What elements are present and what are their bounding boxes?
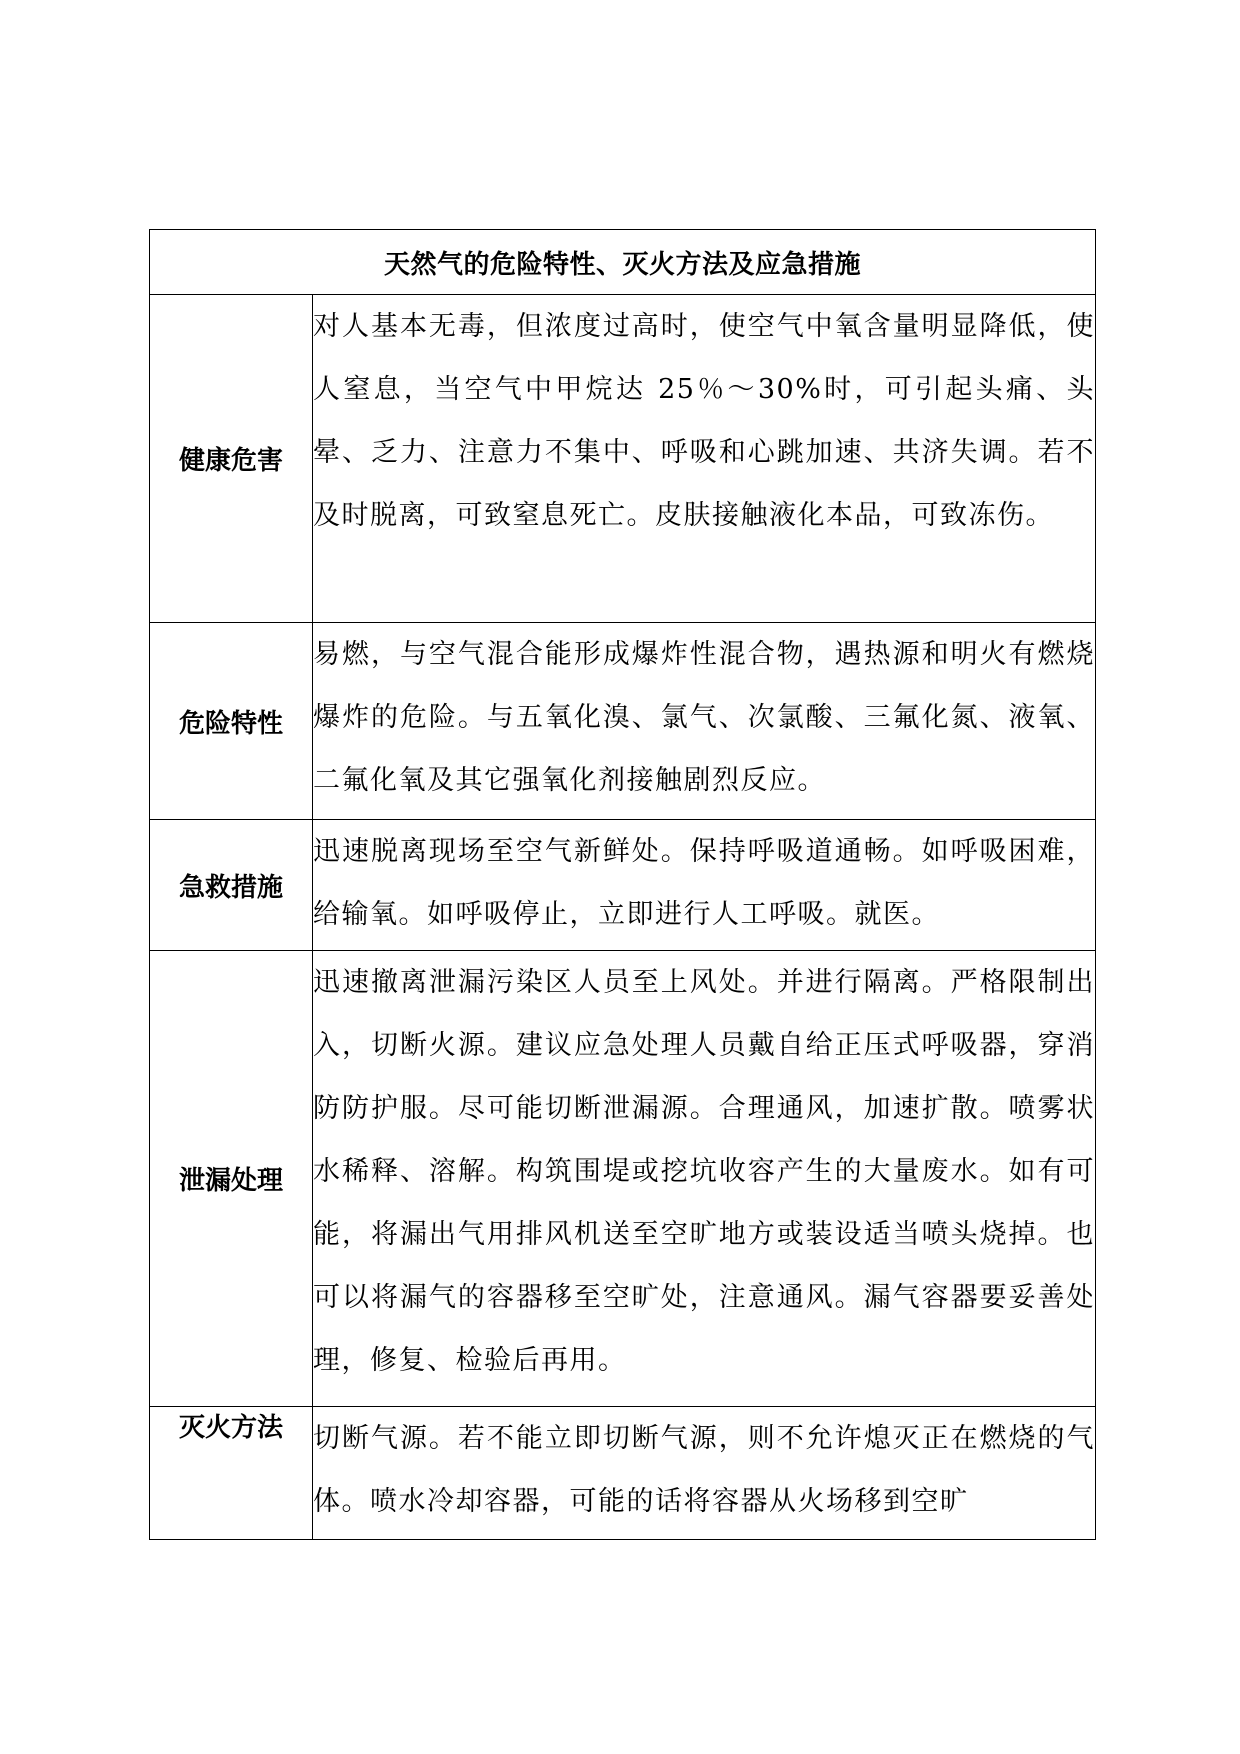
row-text-fire-fighting: 切断气源。若不能立即切断气源，则不允许熄灭正在燃烧的气体。喷水冷却容器，可能的话将容器从火场移到空旷	[313, 1423, 1096, 1517]
row-label-health-hazard: 健康危害	[150, 295, 313, 623]
table-title: 天然气的危险特性、灭火方法及应急措施	[150, 230, 1096, 295]
row-text-hazard-properties: 易燃，与空气混合能形成爆炸性混合物，遇热源和明火有燃烧爆炸的危险。与五氧化溴、氯气、次氯酸、三氟化氮、液氧、二氟化氧及其它强氧化剂接触剧烈反应。	[313, 639, 1096, 796]
row-content-first-aid	[313, 820, 1096, 951]
row-label-fire-fighting: 灭火方法	[150, 1407, 313, 1540]
row-text-first-aid: 迅速脱离现场至空气新鲜处。保持呼吸道通畅。如呼吸困难，给输氧。如呼吸停止，立即进行人工呼吸。就医。	[313, 836, 1096, 930]
row-content-leak-handling	[313, 951, 1096, 1407]
row-content-fire-fighting	[313, 1407, 1096, 1540]
table-row	[150, 623, 1096, 820]
table-row	[150, 951, 1096, 1407]
table-row	[150, 295, 1096, 623]
row-content-health-hazard	[313, 295, 1096, 623]
row-text-health-hazard: 对人基本无毒，但浓度过高时，使空气中氧含量明显降低，使人窒息，当空气中甲烷达 25％～30%时，可引起头痛、头晕、乏力、注意力不集中、呼吸和心跳加速、共济失调。若不及时脱离，可致窒息死亡。皮肤接触液化本品，可致冻伤。	[313, 311, 1096, 531]
row-label-hazard-properties: 危险特性	[150, 623, 313, 820]
hazard-info-table	[149, 229, 1096, 1540]
table-row	[150, 820, 1096, 951]
row-label-leak-handling: 泄漏处理	[150, 951, 313, 1407]
row-text-leak-handling: 迅速撤离泄漏污染区人员至上风处。并进行隔离。严格限制出入，切断火源。建议应急处理人员戴自给正压式呼吸器，穿消防防护服。尽可能切断泄漏源。合理通风，加速扩散。喷雾状水稀释、溶解。构筑围堤或挖坑收容产生的大量废水。如有可能，将漏出气用排风机送至空旷地方或装设适当喷头烧掉。也可以将漏气的容器移至空旷处，注意通风。漏气容器要妥善处理，修复、检验后再用。	[313, 967, 1096, 1376]
table-title-row	[150, 230, 1096, 295]
table-row	[150, 1407, 1096, 1540]
row-label-first-aid: 急救措施	[150, 820, 313, 951]
row-content-hazard-properties	[313, 623, 1096, 820]
